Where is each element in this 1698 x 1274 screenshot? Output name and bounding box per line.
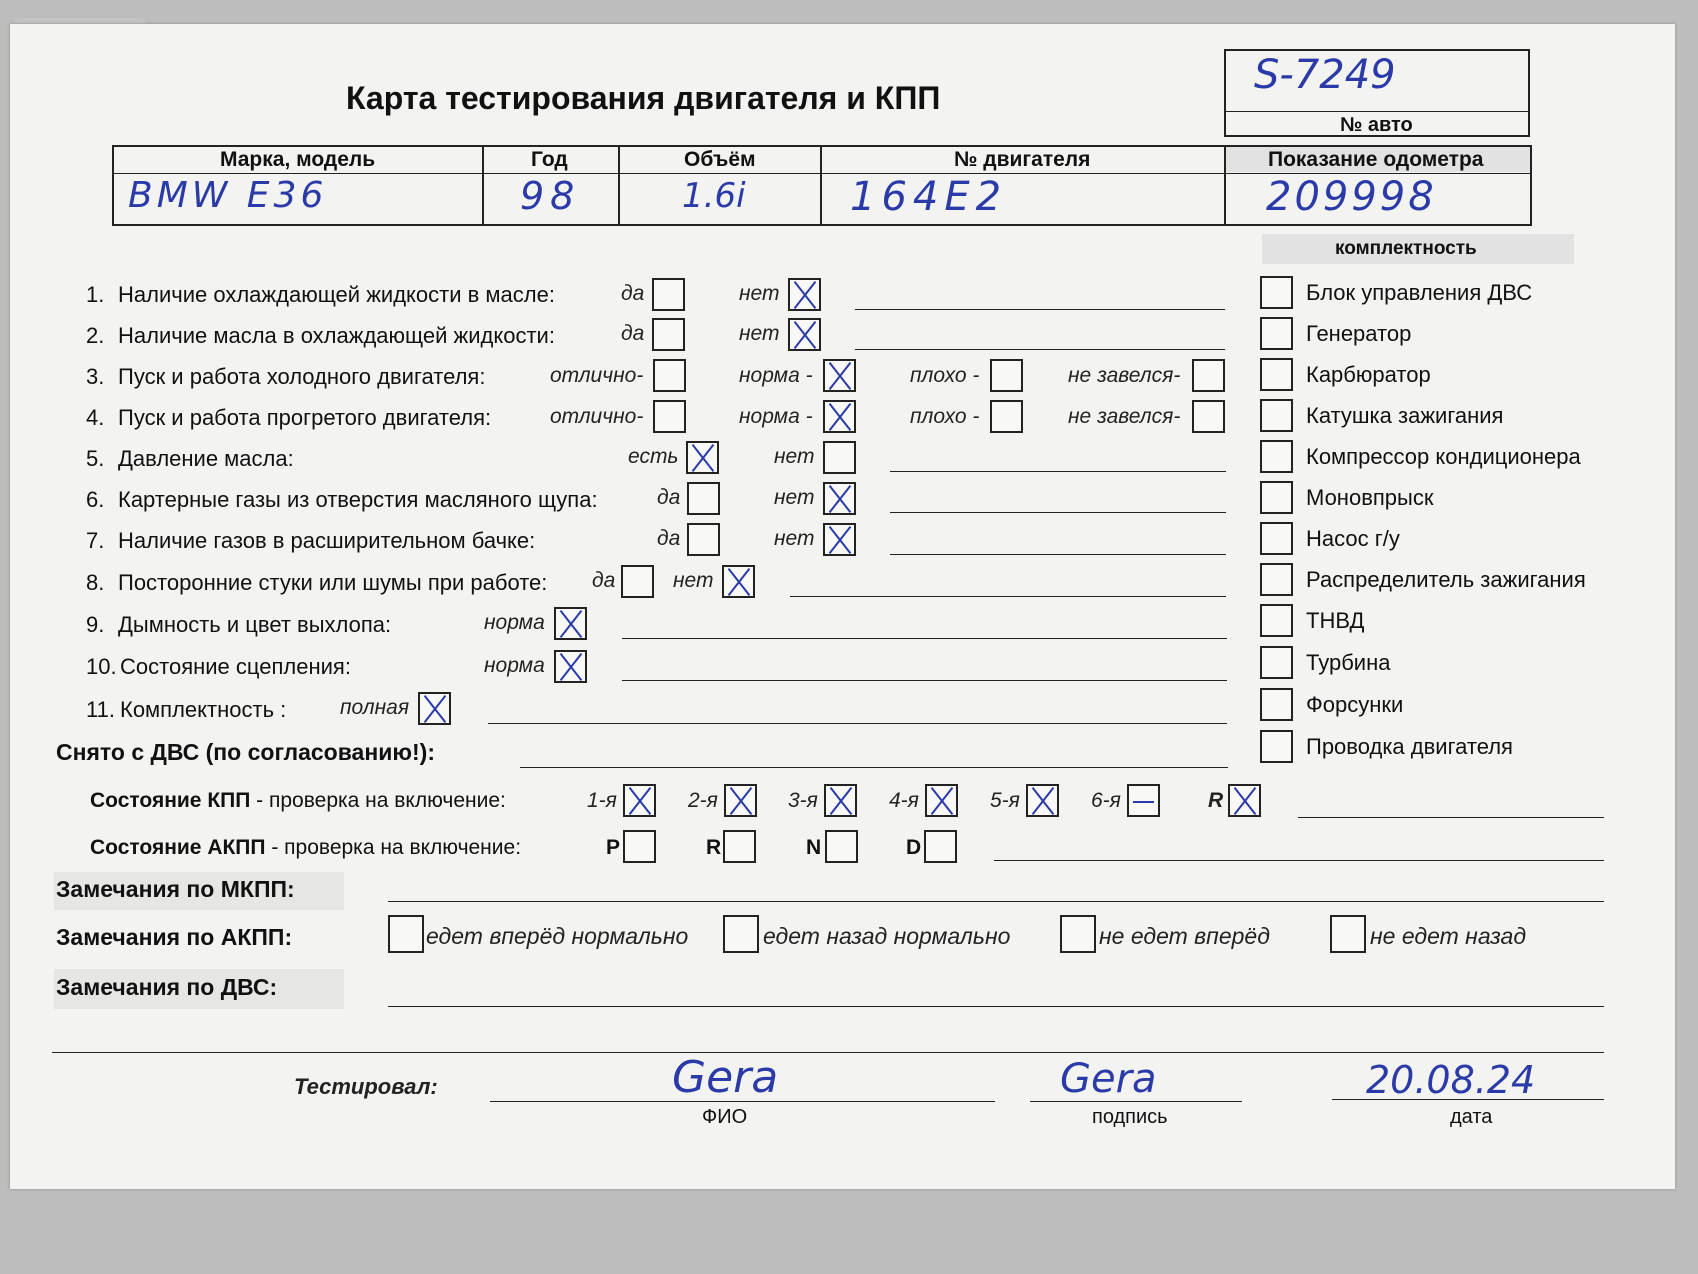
- checkbox-row1-yes[interactable]: [652, 278, 685, 311]
- note-line: [855, 309, 1225, 310]
- akpp-mode-label: R: [706, 836, 722, 859]
- remarks-mkpp-label: Замечания по МКПП:: [56, 876, 295, 902]
- separator-line: [52, 1052, 1604, 1053]
- kpp-label: Состояние КПП - проверка на включение:: [90, 789, 506, 812]
- checkbox-akpp-d[interactable]: [924, 830, 957, 863]
- option-label: полная: [340, 696, 410, 719]
- note-line: [790, 596, 1226, 597]
- completeness-item: Компрессор кондиционера: [1306, 444, 1581, 469]
- row-number: 6.: [86, 487, 105, 512]
- checkbox-engine-wiring[interactable]: [1260, 730, 1293, 763]
- gear-label: 5-я: [990, 789, 1020, 812]
- option-label: норма -: [739, 405, 813, 428]
- checkbox-akpp-p[interactable]: [623, 830, 656, 863]
- signature-line: [1030, 1101, 1242, 1102]
- checkbox-ignition-coil[interactable]: [1260, 399, 1293, 432]
- checkbox-akpp-r[interactable]: [723, 830, 756, 863]
- row-number: 5.: [86, 446, 105, 471]
- checkbox-mono-injection[interactable]: [1260, 481, 1293, 514]
- gear-label: 4-я: [889, 789, 919, 812]
- akpp-mode-label: N: [806, 836, 822, 859]
- option-label: есть: [628, 445, 679, 468]
- col-model: Марка, модель: [220, 148, 376, 171]
- completeness-item: Насос г/у: [1306, 526, 1400, 551]
- checkbox-row10-normal[interactable]: [554, 650, 587, 683]
- row-number: 1.: [86, 282, 105, 307]
- year-value: 98: [520, 174, 581, 218]
- car-number-label: № авто: [1340, 114, 1413, 136]
- row-label: Состояние сцепления:: [120, 654, 351, 679]
- row-number: 3.: [86, 364, 105, 389]
- checkbox-gear-3[interactable]: [824, 784, 857, 817]
- page-title: Карта тестирования двигателя и КПП: [346, 80, 941, 116]
- row-number: 10.: [86, 654, 117, 679]
- option-label: нет: [774, 486, 815, 509]
- tester-name: Gera: [672, 1052, 779, 1103]
- completeness-item: Моновпрыск: [1306, 485, 1434, 510]
- gear-label: R: [1208, 789, 1224, 812]
- checkbox-ecu[interactable]: [1260, 276, 1293, 309]
- akpp-line: [994, 860, 1604, 861]
- checkbox-generator[interactable]: [1260, 317, 1293, 350]
- checkbox-gear-4[interactable]: [925, 784, 958, 817]
- option-label: да: [657, 527, 681, 550]
- checkbox-row5-absent[interactable]: [823, 441, 856, 474]
- remarks-dvs-label: Замечания по ДВС:: [56, 974, 278, 1000]
- option-label: нет: [739, 322, 780, 345]
- row-label: Дымность и цвет выхлопа:: [118, 612, 392, 637]
- option-label: не завелся-: [1068, 364, 1181, 387]
- signature-caption: подпись: [1092, 1106, 1168, 1128]
- row-label: Посторонние стуки или шумы при работе:: [118, 570, 548, 595]
- checkbox-row3-excellent[interactable]: [653, 359, 686, 392]
- option-label: плохо -: [910, 364, 980, 387]
- checkbox-injectors[interactable]: [1260, 688, 1293, 721]
- checkbox-row1-no[interactable]: [788, 278, 821, 311]
- option-label: норма: [484, 611, 545, 634]
- option-label: отлично-: [550, 405, 644, 428]
- checkbox-gear-reverse[interactable]: [1228, 784, 1261, 817]
- checkbox-row4-bad[interactable]: [990, 400, 1023, 433]
- checkbox-akpp-backward-normal[interactable]: [723, 915, 759, 953]
- option-label: нет: [774, 527, 815, 550]
- akpp-mode-label: P: [606, 836, 621, 859]
- col-volume: Объём: [684, 148, 756, 171]
- row-number: 9.: [86, 612, 105, 637]
- checkbox-row3-normal[interactable]: [823, 359, 856, 392]
- odometer-value: 209998: [1266, 174, 1437, 220]
- remarks-akpp-label: Замечания по АКПП:: [56, 924, 293, 950]
- completeness-item: Карбюратор: [1306, 362, 1431, 387]
- completeness-item: Катушка зажигания: [1306, 403, 1504, 428]
- akpp-remark-option: едет вперёд нормально: [426, 923, 689, 949]
- row-label: Давление масла:: [118, 446, 294, 471]
- removed-line: [520, 767, 1228, 768]
- option-label: норма -: [739, 364, 813, 387]
- checkbox-carburetor[interactable]: [1260, 358, 1293, 391]
- checkbox-row2-no[interactable]: [788, 318, 821, 351]
- fio-caption: ФИО: [702, 1106, 748, 1128]
- note-line: [890, 471, 1226, 472]
- checkbox-turbo[interactable]: [1260, 646, 1293, 679]
- option-label: да: [621, 282, 645, 305]
- checkbox-gear-6[interactable]: [1127, 784, 1160, 817]
- checkbox-row7-no[interactable]: [823, 523, 856, 556]
- checkbox-power-steering-pump[interactable]: [1260, 522, 1293, 555]
- completeness-item: Генератор: [1306, 321, 1412, 346]
- row-number: 11.: [86, 697, 115, 722]
- completeness-item: Турбина: [1306, 650, 1391, 675]
- note-line: [855, 349, 1225, 350]
- gear-label: 6-я: [1091, 789, 1121, 812]
- akpp-remark-option: не едет назад: [1370, 923, 1527, 949]
- checkbox-row4-excellent[interactable]: [653, 400, 686, 433]
- tester-signature: Gera: [1060, 1056, 1157, 1102]
- engine-number-value: 164E2: [850, 174, 1008, 220]
- checkbox-gear-1[interactable]: [623, 784, 656, 817]
- option-label: да: [592, 569, 616, 592]
- checkbox-row4-no-start[interactable]: [1192, 400, 1225, 433]
- test-card-sheet: [10, 24, 1675, 1189]
- checkbox-row5-present[interactable]: [686, 441, 719, 474]
- gear-label: 2-я: [688, 789, 718, 812]
- volume-value: 1.6i: [682, 176, 746, 216]
- model-value: BMW E36: [128, 175, 328, 216]
- option-label: да: [657, 486, 681, 509]
- option-label: плохо -: [910, 405, 980, 428]
- checkbox-row6-no[interactable]: [823, 482, 856, 515]
- option-label: нет: [673, 569, 714, 592]
- akpp-mode-label: D: [906, 836, 922, 859]
- completeness-item: Проводка двигателя: [1306, 734, 1513, 759]
- checkbox-akpp-forward-normal[interactable]: [388, 915, 424, 953]
- col-odometer: Показание одометра: [1268, 148, 1484, 171]
- row-label: Наличие газов в расширительном бачке:: [118, 528, 536, 553]
- tested-label: Тестировал:: [294, 1074, 438, 1099]
- checkbox-row8-no[interactable]: [722, 565, 755, 598]
- date-line: [1332, 1099, 1604, 1100]
- note-line: [622, 638, 1227, 639]
- checkbox-akpp-no-backward[interactable]: [1330, 915, 1366, 953]
- checkbox-injection-pump[interactable]: [1260, 604, 1293, 637]
- row-label: Наличие охлаждающей жидкости в масле:: [118, 282, 555, 307]
- checkbox-row7-yes[interactable]: [687, 523, 720, 556]
- option-label: норма: [484, 654, 545, 677]
- kpp-line: [1298, 817, 1604, 818]
- note-line: [890, 554, 1226, 555]
- checkbox-row11-full[interactable]: [418, 692, 451, 725]
- checkbox-row9-normal[interactable]: [554, 607, 587, 640]
- completeness-title: комплектность: [1335, 238, 1477, 259]
- date-caption: дата: [1450, 1106, 1493, 1128]
- completeness-item: ТНВД: [1306, 608, 1365, 633]
- row-number: 7.: [86, 528, 105, 553]
- checkbox-gear-5[interactable]: [1026, 784, 1059, 817]
- row-number: 2.: [86, 323, 105, 348]
- checkbox-gear-2[interactable]: [724, 784, 757, 817]
- checkbox-row3-no-start[interactable]: [1192, 359, 1225, 392]
- car-number-value: S-7249: [1254, 52, 1396, 98]
- checkbox-row8-yes[interactable]: [621, 565, 654, 598]
- option-label: да: [621, 322, 645, 345]
- checkbox-row4-normal[interactable]: [823, 400, 856, 433]
- checkbox-ac-compressor[interactable]: [1260, 440, 1293, 473]
- option-label: не завелся-: [1068, 405, 1181, 428]
- test-date: 20.08.24: [1366, 1058, 1536, 1102]
- completeness-item: Блок управления ДВС: [1306, 280, 1533, 305]
- akpp-remark-option: едет назад нормально: [763, 923, 1011, 949]
- row-label: Картерные газы из отверстия масляного щупа:: [118, 487, 598, 512]
- akpp-label: Состояние АКПП - проверка на включение:: [90, 836, 522, 859]
- completeness-item: Распределитель зажигания: [1306, 567, 1586, 592]
- col-engine-number: № двигателя: [954, 148, 1091, 171]
- gear-label: 3-я: [788, 789, 818, 812]
- remarks-mkpp-line: [388, 901, 1604, 902]
- note-line: [890, 512, 1226, 513]
- option-label: нет: [739, 282, 780, 305]
- row-number: 4.: [86, 405, 105, 430]
- checkbox-akpp-n[interactable]: [825, 830, 858, 863]
- col-year: Год: [531, 148, 568, 171]
- row-number: 8.: [86, 570, 105, 595]
- gear-label: 1-я: [587, 789, 617, 812]
- checkbox-row6-yes[interactable]: [687, 482, 720, 515]
- row-label: Комплектность :: [120, 697, 287, 722]
- removed-label: Снято с ДВС (по согласованию!):: [56, 739, 435, 765]
- note-line: [488, 723, 1227, 724]
- akpp-remark-option: не едет вперёд: [1099, 923, 1270, 949]
- note-line: [622, 680, 1227, 681]
- option-label: нет: [774, 445, 815, 468]
- completeness-item: Форсунки: [1306, 692, 1404, 717]
- checkbox-distributor[interactable]: [1260, 563, 1293, 596]
- row-label: Пуск и работа прогретого двигателя:: [118, 405, 492, 430]
- row-label: Наличие масла в охлаждающей жидкости:: [118, 323, 555, 348]
- checkbox-akpp-no-forward[interactable]: [1060, 915, 1096, 953]
- checkbox-row3-bad[interactable]: [990, 359, 1023, 392]
- row-label: Пуск и работа холодного двигателя:: [118, 364, 486, 389]
- checkbox-row2-yes[interactable]: [652, 318, 685, 351]
- fio-line: [490, 1101, 995, 1102]
- option-label: отлично-: [550, 364, 644, 387]
- remarks-dvs-line: [388, 1006, 1604, 1007]
